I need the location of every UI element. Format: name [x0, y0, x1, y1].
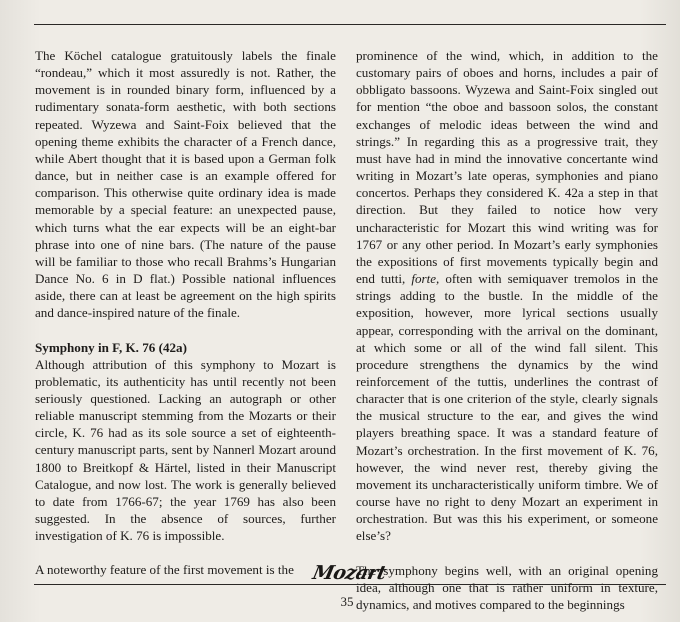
- finale-paragraph: The Köchel catalogue gratuitously labels the finale “rondeau,” which it most assuredly is not. Rather, the movement is in rounded binary form, influenced by a rudimentary sonata-form aesthetic, with both sections repeated. Wyzewa and Saint-Foix believed that the opening theme exhibits the character of a French dance, while Abert thought that it is based upon a German folk dance, but in neither case is an example offered for comparison. This otherwise quite ordinary idea is made memorable by a special feature: an unexpected pause, which turns what the ear expects will be an eight-bar phrase into one of nine bars. (The nature of the pause will be familiar to those who recall Brahms’s Hungarian Dance No. 6 in D flat.) Possible national influences aside, there can at least be agreement on the high spirits and dance-inspired nature of the finale.: [35, 48, 336, 321]
- top-rule: [34, 24, 666, 25]
- bottom-rule: [34, 584, 666, 585]
- forte-term: forte,: [411, 271, 440, 287]
- mozart-signature: Mozart: [310, 562, 388, 584]
- first-movement-paragraph: A noteworthy feature of the first movement is the: [35, 562, 294, 578]
- left-column: [35, 47, 336, 579]
- wind-text-b: often with semiquaver tremolos in the strings adding to the bustle. In the middle of the exposition, however, more lyrical sections usually appear, corresponding with the arrival on the dominant, at which some or all of the wind fall silent. This procedure strengthens the dynamics by the wind reinforcement of the tuttis, underlines the contrast of character that is one criterion of the style, clearly signals the musical structure to the ear, and gives the wind players breathing space. It was a standard feature of Mozart’s orchestration. In the first movement of K. 76, however, the wind never rest, thereby giving the movement its uncharacteristically uniform timbre. We of course have no right to deny Mozart an experiment in orchestration. But was this his experiment, or someone else’s?: [356, 271, 658, 544]
- opening-paragraph: The symphony begins well, with an original opening idea, although one that is rather uniform in texture, dynamics, and motives compared to the beginnings: [356, 562, 658, 612]
- wind-paragraph: [356, 47, 658, 545]
- page-number: 35: [340, 594, 354, 609]
- wind-text-a: prominence of the wind, which, in addition to the customary pairs of oboes and horns, includes a pair of obbligato bassoons. Wyzewa and Saint-Foix singled out for mention “the oboe and bassoon solos, the constant exchanges of melodic ideas between the wind and strings.” In regarding this as a progressive trait, they must have had in mind the innovative concertante wind writing in Mozart’s late operas, symphonies and piano concertos. Perhaps they considered K. 42a a step in that direction. But they failed to notice how very uncharacteristic for Mozart this wind writing was for 1767 or any other period. In Mozart’s early symphonies the expositions of first movements typically begin and end tutti,: [356, 48, 658, 287]
- right-column: [356, 47, 658, 613]
- attribution-paragraph: Although attribution of this symphony to Mozart is problematic, its authenticity has until recently not been seriously questioned. Lacking an autograph or other reliable manuscript stemming from the Mozarts or their circle, K. 76 had as its sole source a set of eighteenth-century manuscript parts, sent by Nannerl Mozart around 1800 to Breitkopf & Härtel, listed in their Manuscript Catalogue, and now lost. The work is generally believed to date from 1766-67; the year 1769 has also been suggested. In the absence of sources, further investigation of K. 76 is impossible.: [35, 356, 336, 544]
- section-heading: Symphony in F, K. 76 (42a): [35, 339, 187, 355]
